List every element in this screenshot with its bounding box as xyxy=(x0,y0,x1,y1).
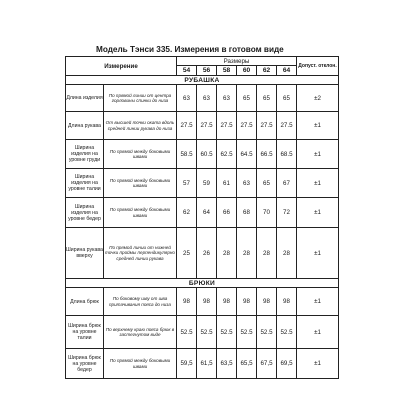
value-cell: 52.5 xyxy=(237,316,257,349)
size-cell: 56 xyxy=(197,66,217,76)
value-cell: 52.5 xyxy=(217,316,237,349)
value-cell: 59,5 xyxy=(177,349,197,379)
measure-name: Длина изделия xyxy=(66,85,104,112)
value-cell: 60.5 xyxy=(197,140,217,169)
measure-name: Ширина брюк на уровне талии xyxy=(66,316,104,349)
value-cell: 62.5 xyxy=(217,140,237,169)
value-cell: 98 xyxy=(177,288,197,316)
value-cell: 70 xyxy=(257,198,277,228)
value-cell: 28 xyxy=(257,228,277,279)
table-row xyxy=(66,316,339,349)
section-title: РУБАШКА xyxy=(66,76,339,85)
value-cell: 64 xyxy=(197,198,217,228)
document-title: Модель Тэнси 335. Измерения в готовом виде xyxy=(96,45,284,54)
tolerance-cell: ±1 xyxy=(297,198,339,228)
measure-description: По боковому шву от шва притачивания пояса до низа xyxy=(104,288,177,316)
section-row-shirt xyxy=(66,76,339,85)
value-cell: 98 xyxy=(237,288,257,316)
table-row xyxy=(66,349,339,379)
size-cell: 64 xyxy=(277,66,297,76)
value-cell: 66.5 xyxy=(257,140,277,169)
value-cell: 52.5 xyxy=(277,316,297,349)
value-cell: 63,5 xyxy=(217,349,237,379)
value-cell: 65 xyxy=(277,85,297,112)
value-cell: 63 xyxy=(197,85,217,112)
table-row xyxy=(66,228,339,279)
value-cell: 65 xyxy=(257,85,277,112)
measure-name: Ширина изделия на уровне талии xyxy=(66,169,104,198)
tolerance-cell: ±1 xyxy=(297,288,339,316)
value-cell: 28 xyxy=(217,228,237,279)
value-cell: 98 xyxy=(217,288,237,316)
section-title: БРЮКИ xyxy=(66,279,339,288)
measure-name: Длина брюк xyxy=(66,288,104,316)
value-cell: 27.5 xyxy=(197,112,217,140)
value-cell: 98 xyxy=(277,288,297,316)
measure-name: Ширина изделия на уровне бедер xyxy=(66,198,104,228)
value-cell: 98 xyxy=(257,288,277,316)
value-cell: 57 xyxy=(177,169,197,198)
value-cell: 58.5 xyxy=(177,140,197,169)
tolerance-cell: ±2 xyxy=(297,85,339,112)
measure-description: По прямой линии от нижней точки проймы перпендикулярно средней линии рукава xyxy=(104,228,177,279)
size-cell: 60 xyxy=(237,66,257,76)
table-row xyxy=(66,169,339,198)
value-cell: 27.5 xyxy=(237,112,257,140)
value-cell: 27.5 xyxy=(177,112,197,140)
value-cell: 69,5 xyxy=(277,349,297,379)
tolerance-cell: ±1 xyxy=(297,112,339,140)
value-cell: 65 xyxy=(237,85,257,112)
value-cell: 65,5 xyxy=(237,349,257,379)
measure-name: Длина рукава xyxy=(66,112,104,140)
value-cell: 28 xyxy=(277,228,297,279)
tolerance-cell: ±1 xyxy=(297,316,339,349)
value-cell: 61 xyxy=(217,169,237,198)
value-cell: 98 xyxy=(197,288,217,316)
table-row xyxy=(66,140,339,169)
value-cell: 61,5 xyxy=(197,349,217,379)
value-cell: 25 xyxy=(177,228,197,279)
size-cell: 58 xyxy=(217,66,237,76)
value-cell: 62 xyxy=(177,198,197,228)
measure-description: По прямой линии от центра горловины спинки до низа xyxy=(104,85,177,112)
value-cell: 52.5 xyxy=(197,316,217,349)
measure-description: По прямой между боковыми швами xyxy=(104,198,177,228)
sizes-header: Размеры xyxy=(177,57,297,66)
value-cell: 27.5 xyxy=(217,112,237,140)
measurement-table xyxy=(65,56,339,379)
measure-name: Ширина брюк на уровне бедер xyxy=(66,349,104,379)
value-cell: 63 xyxy=(237,169,257,198)
measure-description: По прямой между боковыми швами xyxy=(104,349,177,379)
table-row xyxy=(66,85,339,112)
measure-description: По верхнему краю пояса брюк в застегнутом виде xyxy=(104,316,177,349)
value-cell: 66 xyxy=(217,198,237,228)
value-cell: 68 xyxy=(237,198,257,228)
value-cell: 65 xyxy=(257,169,277,198)
measure-description: От высшей точки оката вдоль средней линии рукава до низа xyxy=(104,112,177,140)
value-cell: 52.5 xyxy=(177,316,197,349)
table-row xyxy=(66,288,339,316)
value-cell: 63 xyxy=(177,85,197,112)
value-cell: 67,5 xyxy=(257,349,277,379)
section-row-trousers xyxy=(66,279,339,288)
table-row xyxy=(66,198,339,228)
value-cell: 52.5 xyxy=(257,316,277,349)
value-cell: 28 xyxy=(237,228,257,279)
tolerance-cell: ±1 xyxy=(297,169,339,198)
measure-description: По прямой между боковыми швами xyxy=(104,140,177,169)
measure-name: Ширина рукава вверху xyxy=(66,228,104,279)
measurement-header: Измерение xyxy=(66,57,177,76)
value-cell: 72 xyxy=(277,198,297,228)
measure-description: По прямой между боковыми швами xyxy=(104,169,177,198)
table-row xyxy=(66,112,339,140)
tolerance-header: Допуст. отклон. xyxy=(297,57,339,76)
value-cell: 26 xyxy=(197,228,217,279)
tolerance-cell: ±1 xyxy=(297,140,339,169)
size-cell: 54 xyxy=(177,66,197,76)
value-cell: 64.5 xyxy=(237,140,257,169)
tolerance-cell: ±1 xyxy=(297,228,339,279)
value-cell: 59 xyxy=(197,169,217,198)
measure-name: Ширина изделия на уровне груди xyxy=(66,140,104,169)
value-cell: 27.5 xyxy=(277,112,297,140)
value-cell: 27.5 xyxy=(257,112,277,140)
value-cell: 68.5 xyxy=(277,140,297,169)
tolerance-cell: ±1 xyxy=(297,349,339,379)
value-cell: 63 xyxy=(217,85,237,112)
header-row xyxy=(66,57,339,66)
size-cell: 62 xyxy=(257,66,277,76)
value-cell: 67 xyxy=(277,169,297,198)
